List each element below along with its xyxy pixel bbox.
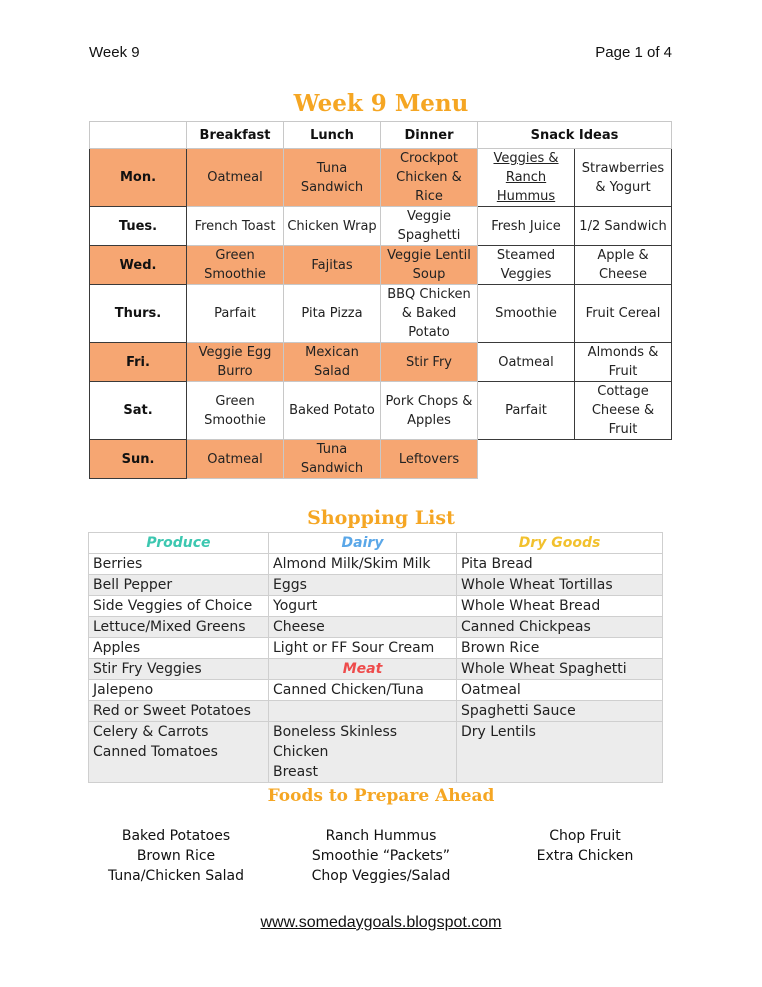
- lunch-cell: Fajitas: [284, 246, 381, 285]
- menu-header-row: [90, 122, 672, 149]
- dry-goods-item: Whole Wheat Bread: [457, 596, 663, 617]
- produce-item: Apples: [89, 638, 269, 659]
- shopping-row: [89, 638, 663, 659]
- snack-link: Veggies & Ranch Hummus: [493, 151, 559, 204]
- footer-blog-link[interactable]: www.somedaygoals.blogspot.com: [260, 914, 502, 931]
- lunch-cell: Tuna Sandwich: [284, 440, 381, 479]
- breakfast-cell: Oatmeal: [187, 440, 284, 479]
- menu-corner-cell: [90, 122, 187, 149]
- dairy-header: Dairy: [269, 533, 457, 554]
- prepare-item: Extra Chicken: [536, 848, 634, 864]
- shopping-row: [89, 617, 663, 638]
- prepare-item: Ranch Hummus: [325, 828, 437, 844]
- empty-snack-cell: [478, 440, 672, 479]
- dairy-item: Almond Milk/Skim Milk: [269, 554, 457, 575]
- meat-item: [269, 722, 457, 783]
- dry-goods-item: Canned Chickpeas: [457, 617, 663, 638]
- dinner-cell: Veggie Spaghetti: [381, 207, 478, 246]
- breakfast-cell: Green Smoothie: [187, 382, 284, 440]
- menu-row-tues: [90, 207, 672, 246]
- shopping-row: [89, 554, 663, 575]
- shopping-row: [89, 701, 663, 722]
- snack-cell-2: Strawberries & Yogurt: [575, 149, 672, 207]
- col-snack-ideas: Snack Ideas: [478, 122, 672, 149]
- breakfast-cell: Veggie Egg Burro: [187, 343, 284, 382]
- dinner-cell: Pork Chops & Apples: [381, 382, 478, 440]
- header-week: Week 9: [89, 44, 140, 61]
- dry-goods-header: Dry Goods: [457, 533, 663, 554]
- prepare-column-2: [281, 826, 481, 886]
- dry-goods-item: Whole Wheat Spaghetti: [457, 659, 663, 680]
- lunch-cell: Baked Potato: [284, 382, 381, 440]
- breakfast-cell: Green Smoothie: [187, 246, 284, 285]
- prepare-item: Chop Veggies/Salad: [311, 868, 451, 884]
- produce-item: Stir Fry Veggies: [89, 659, 269, 680]
- prepare-ahead-title: Foods to Prepare Ahead: [267, 786, 495, 806]
- dinner-cell: Leftovers: [381, 440, 478, 479]
- col-lunch: Lunch: [284, 122, 381, 149]
- menu-row-fri: [90, 343, 672, 382]
- breakfast-cell: Parfait: [187, 285, 284, 343]
- menu-row-wed: [90, 246, 672, 285]
- dinner-cell: Veggie Lentil Soup: [381, 246, 478, 285]
- shopping-row-tall: [89, 722, 663, 783]
- meat-item: Canned Chicken/Tuna: [269, 680, 457, 701]
- snack-cell-1: Smoothie: [478, 285, 575, 343]
- produce-item: Jalepeno: [89, 680, 269, 701]
- snack-cell-1: Fresh Juice: [478, 207, 575, 246]
- snack-cell-2: Fruit Cereal: [575, 285, 672, 343]
- meat-line: Boneless Skinless Chicken: [273, 724, 398, 760]
- shopping-row: [89, 659, 663, 680]
- produce-line: Canned Tomatoes: [93, 744, 218, 760]
- meat-line: Breast: [273, 764, 319, 780]
- dry-goods-item: Pita Bread: [457, 554, 663, 575]
- produce-item: Side Veggies of Choice: [89, 596, 269, 617]
- col-breakfast: Breakfast: [187, 122, 284, 149]
- shopping-header-row: [89, 533, 663, 554]
- snack-cell-2: Apple & Cheese: [575, 246, 672, 285]
- shopping-list-title: Shopping List: [307, 507, 455, 529]
- breakfast-cell: Oatmeal: [187, 149, 284, 207]
- day-label: Sat.: [90, 382, 187, 440]
- produce-item: Red or Sweet Potatoes: [89, 701, 269, 722]
- shopping-row: [89, 596, 663, 617]
- prepare-item: Chop Fruit: [549, 828, 621, 844]
- snack-cell-2: 1/2 Sandwich: [575, 207, 672, 246]
- breakfast-cell: French Toast: [187, 207, 284, 246]
- snack-cell-1: [478, 149, 575, 207]
- day-label: Tues.: [90, 207, 187, 246]
- prepare-item: Tuna/Chicken Salad: [107, 868, 245, 884]
- day-label: Mon.: [90, 149, 187, 207]
- dry-goods-item: Oatmeal: [457, 680, 663, 701]
- dry-goods-item: Dry Lentils: [457, 722, 663, 783]
- lunch-cell: Chicken Wrap: [284, 207, 381, 246]
- menu-title: Week 9 Menu: [293, 90, 469, 117]
- produce-item: [89, 722, 269, 783]
- dry-goods-item: Brown Rice: [457, 638, 663, 659]
- snack-cell-1: Parfait: [478, 382, 575, 440]
- produce-item: Berries: [89, 554, 269, 575]
- produce-item: Bell Pepper: [89, 575, 269, 596]
- produce-line: Celery & Carrots: [93, 724, 209, 740]
- dairy-item: Light or FF Sour Cream: [269, 638, 457, 659]
- day-label: Wed.: [90, 246, 187, 285]
- weekly-menu-table: [89, 121, 672, 479]
- lunch-cell: Tuna Sandwich: [284, 149, 381, 207]
- snack-cell-1: Oatmeal: [478, 343, 575, 382]
- lunch-cell: Pita Pizza: [284, 285, 381, 343]
- prepare-column-3: [485, 826, 685, 866]
- dry-goods-item: Whole Wheat Tortillas: [457, 575, 663, 596]
- header-page-number: Page 1 of 4: [595, 44, 672, 61]
- meat-item: [269, 701, 457, 722]
- lunch-cell: Mexican Salad: [284, 343, 381, 382]
- shopping-row: [89, 575, 663, 596]
- prepare-item: Baked Potatoes: [121, 828, 231, 844]
- shopping-list-table: [88, 532, 663, 783]
- prepare-item: Brown Rice: [136, 848, 216, 864]
- menu-row-thurs: [90, 285, 672, 343]
- snack-cell-1: Steamed Veggies: [478, 246, 575, 285]
- prepare-column-1: [76, 826, 276, 886]
- dry-goods-item: Spaghetti Sauce: [457, 701, 663, 722]
- col-dinner: Dinner: [381, 122, 478, 149]
- menu-row-sun: [90, 440, 672, 479]
- dairy-item: Eggs: [269, 575, 457, 596]
- meat-header: Meat: [269, 659, 457, 680]
- snack-cell-2: Almonds & Fruit: [575, 343, 672, 382]
- menu-row-mon: [90, 149, 672, 207]
- dairy-item: Cheese: [269, 617, 457, 638]
- produce-header: Produce: [89, 533, 269, 554]
- snack-cell-2: Cottage Cheese & Fruit: [575, 382, 672, 440]
- dinner-cell: Crockpot Chicken & Rice: [381, 149, 478, 207]
- dinner-cell: BBQ Chicken & Baked Potato: [381, 285, 478, 343]
- prepare-item: Smoothie “Packets”: [311, 848, 451, 864]
- day-label: Fri.: [90, 343, 187, 382]
- shopping-row: [89, 680, 663, 701]
- day-label: Thurs.: [90, 285, 187, 343]
- produce-item: Lettuce/Mixed Greens: [89, 617, 269, 638]
- menu-row-sat: [90, 382, 672, 440]
- dairy-item: Yogurt: [269, 596, 457, 617]
- day-label: Sun.: [90, 440, 187, 479]
- dinner-cell: Stir Fry: [381, 343, 478, 382]
